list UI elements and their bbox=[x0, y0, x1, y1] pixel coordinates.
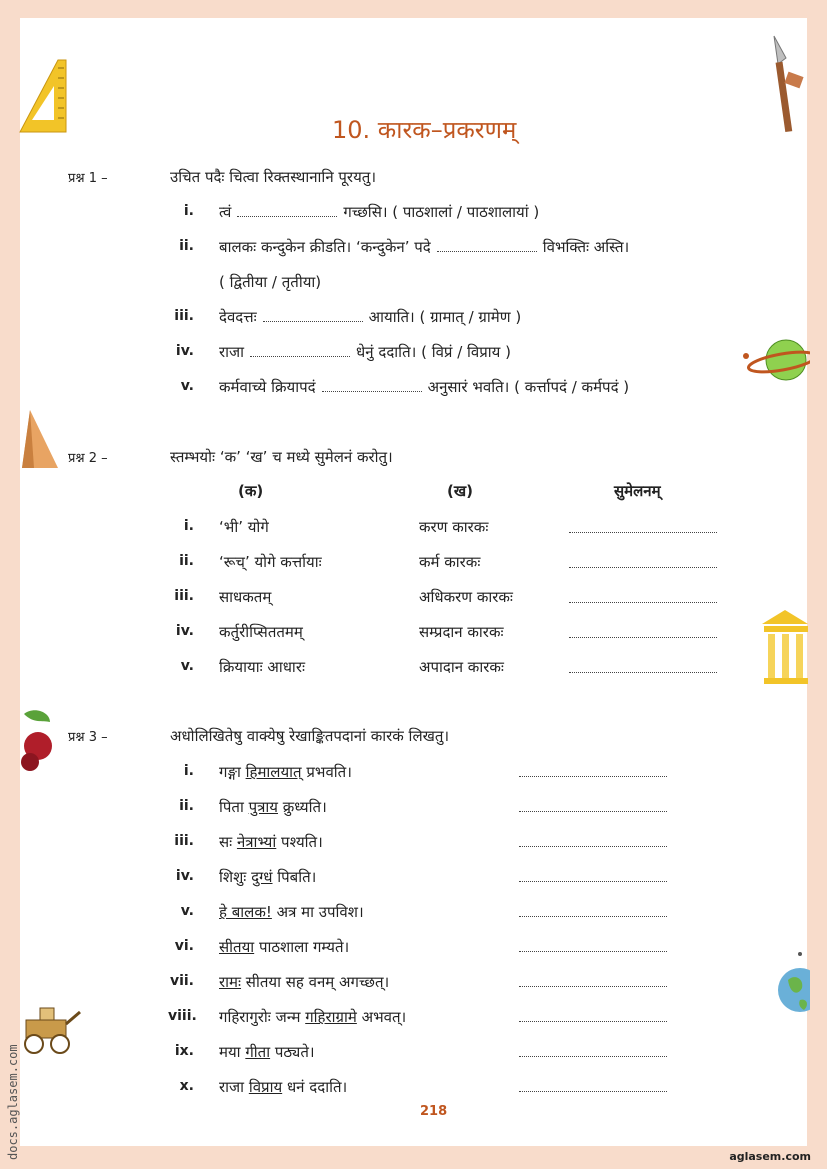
q3-sentence bbox=[219, 972, 389, 992]
q1-item-text-a: राजा bbox=[219, 343, 245, 361]
site-footer-link[interactable]: aglasem.com bbox=[729, 1150, 811, 1163]
column-kh-header: (ख) bbox=[447, 482, 473, 500]
watermark: docs.aglasem.com bbox=[6, 1044, 20, 1160]
q2-row-number: iv. bbox=[175, 623, 194, 639]
match-answer-blank[interactable] bbox=[569, 531, 717, 533]
q2-column-kh-cell: अधिकरण कारकः bbox=[419, 588, 513, 606]
underlined-word: गीता bbox=[245, 1043, 271, 1061]
sentence-text: पश्यति। bbox=[276, 833, 323, 851]
underlined-word: हे बालक! bbox=[219, 903, 272, 921]
q1-item bbox=[219, 342, 511, 362]
blank-field[interactable] bbox=[437, 240, 537, 252]
underlined-word: हिमालयात् bbox=[245, 763, 302, 781]
q2-column-k-cell: क्रियायाः आधारः bbox=[219, 658, 305, 676]
sentence-text: प्रभवति। bbox=[301, 763, 352, 781]
q1-item-options: ( द्वितीया / तृतीया) bbox=[219, 273, 322, 291]
q3-row-number: vi. bbox=[174, 938, 194, 954]
q1-item-text-a: देवदत्तः bbox=[219, 308, 257, 326]
q2-row-number: v. bbox=[180, 658, 194, 674]
q3-row-number: i. bbox=[183, 763, 194, 779]
q1-item bbox=[219, 237, 629, 257]
q3-sentence bbox=[219, 1077, 347, 1097]
page-number: 218 bbox=[420, 1104, 448, 1119]
karak-answer-blank[interactable] bbox=[519, 1020, 667, 1022]
karak-answer-blank[interactable] bbox=[519, 810, 667, 812]
q1-item-text-a: त्वं bbox=[219, 203, 232, 221]
underlined-word: पुत्राय bbox=[248, 798, 278, 816]
blank-field[interactable] bbox=[263, 310, 363, 322]
q2-column-k-cell: साधकतम् bbox=[219, 588, 272, 606]
karak-answer-blank[interactable] bbox=[519, 775, 667, 777]
q2-row-number: iii. bbox=[174, 588, 194, 604]
sentence-text: पठ्यते। bbox=[270, 1043, 315, 1061]
karak-answer-blank[interactable] bbox=[519, 1055, 667, 1057]
match-answer-blank[interactable] bbox=[569, 566, 717, 568]
chapter-title: 10. कारक–प्रकरणम् bbox=[332, 116, 517, 144]
q2-row-number: i. bbox=[183, 518, 194, 534]
q1-item-number: iii. bbox=[174, 308, 194, 324]
sentence-text: क्रुध्यति। bbox=[278, 798, 327, 816]
underlined-word: गहिराग्रामे bbox=[305, 1008, 357, 1026]
q1-item-text-b: धेनुं ददाति। ( विप्रं / विप्राय ) bbox=[356, 343, 512, 361]
karak-answer-blank[interactable] bbox=[519, 950, 667, 952]
sentence-text: पाठशाला गम्यते। bbox=[254, 938, 350, 956]
sentence-text: अभवत्। bbox=[356, 1008, 407, 1026]
match-answer-blank[interactable] bbox=[569, 601, 717, 603]
q3-row-number: iii. bbox=[174, 833, 194, 849]
q2-column-kh-cell: अपादान कारकः bbox=[419, 658, 504, 676]
q2-column-kh-cell: कर्म कारकः bbox=[419, 553, 481, 571]
underlined-word: रामः bbox=[219, 973, 242, 991]
sentence-text: अत्र मा उपविश। bbox=[271, 903, 364, 921]
sentence-text: शिशुः bbox=[219, 868, 252, 886]
q2-row-number: ii. bbox=[179, 553, 194, 569]
q3-sentence bbox=[219, 797, 327, 817]
tools-icon bbox=[766, 34, 810, 134]
q1-item-text-b: विभक्तिः अस्ति। bbox=[542, 238, 630, 256]
q2-column-kh-cell: करण कारकः bbox=[419, 518, 489, 536]
q1-item-number: v. bbox=[180, 378, 194, 394]
question-2-label: प्रश्न 2 – bbox=[68, 451, 108, 466]
match-answer-blank[interactable] bbox=[569, 671, 717, 673]
q2-column-kh-cell: सम्प्रदान कारकः bbox=[419, 623, 504, 641]
question-3-text: अधोलिखितेषु वाक्येषु रेखाङ्कितपदानां कारकं लिखतु। bbox=[170, 727, 450, 745]
q1-item-text-b: आयाति। ( ग्रामात् / ग्रामेण ) bbox=[368, 308, 522, 326]
q1-item-number: iv. bbox=[175, 343, 194, 359]
question-1-label: प्रश्न 1 – bbox=[68, 171, 108, 186]
karak-answer-blank[interactable] bbox=[519, 845, 667, 847]
sentence-text: मया bbox=[219, 1043, 246, 1061]
sentence-text: गहिरागुरोः जन्म bbox=[219, 1008, 306, 1026]
sentence-text: गङ्गा bbox=[219, 763, 246, 781]
sentence-text: पिबति। bbox=[272, 868, 317, 886]
q1-item bbox=[219, 307, 521, 327]
q3-row-number: ii. bbox=[179, 798, 194, 814]
underlined-word: नेत्राभ्यां bbox=[236, 833, 277, 851]
q2-column-k-cell: ‘भी’ योगे bbox=[219, 518, 269, 536]
q3-sentence bbox=[219, 937, 349, 957]
q1-item-number: i. bbox=[183, 203, 194, 219]
cart-icon bbox=[20, 1000, 84, 1056]
q3-sentence bbox=[219, 1007, 406, 1027]
karak-answer-blank[interactable] bbox=[519, 915, 667, 917]
pyramid-icon bbox=[20, 408, 60, 470]
karak-answer-blank[interactable] bbox=[519, 985, 667, 987]
q3-sentence bbox=[219, 1042, 315, 1062]
blank-field[interactable] bbox=[250, 345, 350, 357]
sentence-text: राजा bbox=[219, 1078, 249, 1096]
q1-item-text-b: गच्छसि। ( पाठशालां / पाठशालायां ) bbox=[343, 203, 540, 221]
q2-column-k-cell: ‘रूच्’ योगे कर्त्तायाः bbox=[219, 553, 322, 571]
blank-field[interactable] bbox=[237, 205, 337, 217]
underlined-word: दुग्धं bbox=[251, 868, 273, 886]
q1-item-text-a: कर्मवाच्ये क्रियापदं bbox=[219, 378, 316, 396]
karak-answer-blank[interactable] bbox=[519, 1090, 667, 1092]
q3-sentence bbox=[219, 867, 316, 887]
q1-item-number: ii. bbox=[179, 238, 194, 254]
question-3-label: प्रश्न 3 – bbox=[68, 730, 108, 745]
question-2-text: स्तम्भयोः ‘क’ ‘ख’ च मध्ये सुमेलनं करोतु। bbox=[170, 448, 393, 466]
underlined-word: सीतया bbox=[219, 938, 255, 956]
column-match-header: सुमेलनम् bbox=[614, 482, 661, 500]
match-answer-blank[interactable] bbox=[569, 636, 717, 638]
q3-row-number: x. bbox=[179, 1078, 194, 1094]
q3-sentence bbox=[219, 832, 323, 852]
column-k-header: (क) bbox=[238, 482, 264, 500]
q3-sentence bbox=[219, 762, 352, 782]
ruler-icon bbox=[18, 58, 68, 134]
underlined-word: विप्राय bbox=[248, 1078, 283, 1096]
q3-row-number: vii. bbox=[169, 973, 194, 989]
globe-icon bbox=[774, 948, 810, 1018]
q1-item bbox=[219, 202, 539, 222]
karak-answer-blank[interactable] bbox=[519, 880, 667, 882]
sentence-text: पिता bbox=[219, 798, 249, 816]
q3-row-number: ix. bbox=[174, 1043, 194, 1059]
q1-item-text-a: बालकः कन्दुकेन क्रीडति। ‘कन्दुकेन’ पदे bbox=[219, 238, 431, 256]
planet-icon bbox=[742, 336, 810, 384]
sentence-text: सः bbox=[219, 833, 237, 851]
worksheet-page bbox=[20, 18, 807, 1146]
question-1-text: उचित पदैः चित्वा रिक्तस्थानानि पूरयतु। bbox=[170, 168, 377, 186]
q2-column-k-cell: कर्तुरीप्सिततमम् bbox=[219, 623, 303, 641]
q1-item-text-b: अनुसारं भवति। ( कर्त्तापदं / कर्मपदं ) bbox=[427, 378, 630, 396]
sentence-text: धनं ददाति। bbox=[282, 1078, 348, 1096]
q3-sentence bbox=[219, 902, 364, 922]
q1-item bbox=[219, 377, 629, 397]
q3-row-number: iv. bbox=[175, 868, 194, 884]
sentence-text: सीतया सह वनम् अगच्छत्। bbox=[241, 973, 390, 991]
blank-field[interactable] bbox=[322, 380, 422, 392]
q3-row-number: v. bbox=[180, 903, 194, 919]
fruit-icon bbox=[20, 706, 56, 774]
q3-row-number: viii. bbox=[168, 1008, 197, 1024]
pillars-icon bbox=[760, 608, 810, 686]
